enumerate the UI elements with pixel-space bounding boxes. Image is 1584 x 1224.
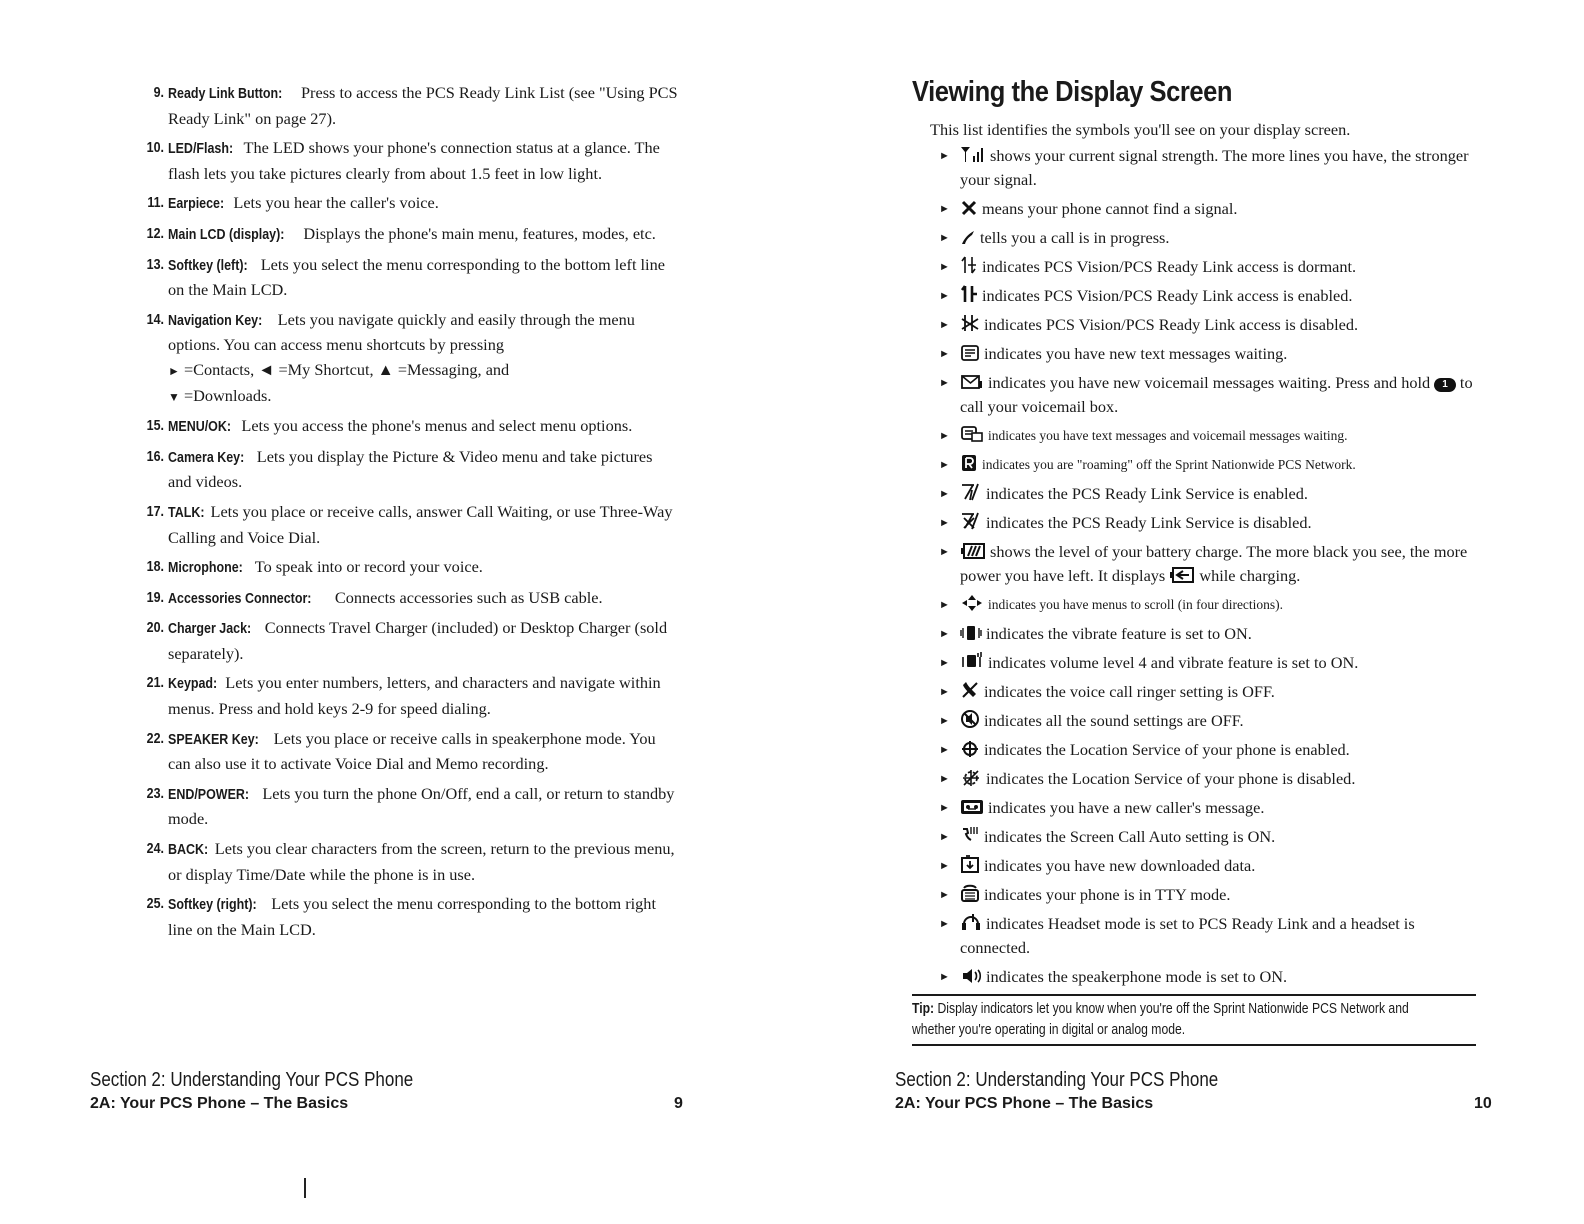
tip-text: Display indicators let you know when you're off the Sprint Nationwide PCS Network and whether you're operating in digital or analog mode. [912,1001,1409,1038]
list-item-navigation-key: 14. Navigation Key: Lets you navigate quickly and easily through the menu options. You can access menu shortcuts by pressing ► =Contacts, ◄ =My Shortcut, ▲ =Messaging, and ▼ =Downloads. [140,308,680,409]
list-item: 20. Charger Jack: Connects Travel Charger (included) or Desktop Charger (sold separately). [146,618,668,663]
list-item: ► indicates you have new voicemail messages waiting. Press and hold 1 to call your voicemail box. [939,373,1473,416]
footer-section-title: Section 2: Understanding Your PCS Phone [895,1069,1219,1091]
list-item: 16. Camera Key: Lets you display the Picture & Video menu and take pictures and videos. [146,446,653,492]
display-symbols-list [940,144,1480,994]
intro-text: This list identifies the symbols you'll see on your display screen. [930,120,1351,139]
list-item: ► indicates you have new downloaded data. [940,854,1480,878]
list-item: ► indicates the PCS Ready Link Service is disabled. [940,511,1480,535]
list-item: ► indicates you are "roaming" off the Sprint Nationwide PCS Network. [940,453,1480,477]
item-text: Press to access the PCS Ready Link List (see "Using PCS Ready Link" on page 27). [168,83,678,128]
list-item: 9. Ready Link Button: Press to access the PCS Ready Link List (see "Using PCS Ready Link" on page 27). [153,83,678,128]
footer-chapter-title: 2A: Your PCS Phone – The Basics [90,1095,349,1112]
text-and-voicemail-icon [960,425,984,443]
bullet-icon: ► [939,628,950,640]
list-item: 17. TALK: Lets you place or receive calls, answer Call Waiting, or use Three-Way Calling and Voice Dial. [146,501,673,547]
list-item: ► indicates PCS Vision/PCS Ready Link access is enabled. [940,284,1480,308]
battery-charging-icon [1169,566,1195,584]
item-label: BACK: [168,842,209,859]
item-label: END/POWER: [168,786,250,803]
voicemail-icon [960,373,984,391]
bullet-icon: ► [939,686,950,698]
list-item: 25. Softkey (right): Lets you select the menu corresponding to the bottom right line on the Main LCD. [146,894,656,939]
no-signal-icon [960,199,978,217]
item-text: Lets you enter numbers, letters, and characters and navigate within menus. Press and hold keys 2-9 for speed dialing. [168,673,661,719]
bullet-icon: ► [939,377,950,389]
page-footer [90,1068,470,1116]
list-item: ► indicates PCS Vision/PCS Ready Link access is disabled. [940,313,1480,337]
right-page [792,0,1584,1224]
scroll-directions-icon [960,594,984,612]
list-item: 13. Softkey (left): Lets you select the menu corresponding to the bottom left line on the Main LCD. [146,254,665,300]
item-text: Lets you access the phone's menus and select menu options. [241,416,633,436]
item-label: Keypad: [168,676,218,693]
bullet-icon: ► [939,657,950,669]
bullet-icon: ► [939,459,950,471]
ready-link-disabled-icon [960,511,982,531]
sound-off-icon [960,709,980,729]
list-item: 12. Main LCD (display): Displays the phone's main menu, features, modes, etc. [140,222,680,248]
item-text: To speak into or record your voice. [254,557,483,577]
bullet-icon: ► [939,517,950,529]
list-item: 24. BACK: Lets you clear characters from the screen, return to the previous menu, or display Time/Date while the phone is in use. [146,839,675,884]
right-arrow-icon: ► [168,363,180,378]
list-item: ► indicates you have new text messages waiting. [940,342,1480,366]
screen-call-icon [960,825,980,845]
item-label: Accessories Connector: [168,590,312,607]
page-footer [895,1068,1275,1116]
item-text: Lets you select the menu corresponding to the bottom left line on the Main LCD. [168,254,665,300]
bullet-icon: ► [939,348,950,360]
bullet-icon: ► [939,744,950,756]
item-label: Main LCD (display): [168,226,285,243]
tip-label: Tip: [912,1001,935,1017]
nav-shortcuts-line-1: ► =Contacts, ◄ =My Shortcut, ▲ =Messaging, and [168,359,510,379]
bullet-icon: ► [939,319,950,331]
list-item: ► indicates Headset mode is set to PCS Ready Link and a headset is connected. [939,914,1415,957]
list-item: 11. Earpiece: Lets you hear the caller's voice. [140,191,680,217]
bullet-icon: ► [939,918,950,930]
list-item: 21. Keypad: Lets you enter numbers, letters, and characters and navigate within menus. Press and hold keys 2-9 for speed dialing. [146,673,661,719]
list-item: ► indicates PCS Vision/PCS Ready Link access is dormant. [940,255,1480,279]
volume-vibrate-icon [960,651,984,671]
ringer-off-icon [960,680,980,700]
bullet-icon: ► [939,773,950,785]
bullet-icon: ► [939,150,950,162]
vibrate-icon [960,624,982,642]
list-item: 15. MENU/OK: Lets you access the phone's menus and select menu options. [140,414,680,440]
download-icon [960,854,980,874]
signal-strength-icon [960,144,986,164]
list-item: 23. END/POWER: Lets you turn the phone On/Off, end a call, or return to standby mode. [146,783,675,829]
item-text: Lets you place or receive calls, answer Call Waiting, or use Three-Way Calling and Voice Dial. [168,501,673,547]
item-label: MENU/OK: [168,419,232,436]
bullet-icon: ► [939,715,950,727]
item-text: Lets you turn the phone On/Off, end a call, or return to standby mode. [168,783,675,829]
list-item: ► indicates you have a new caller's message. [940,796,1480,820]
list-item: ► shows your current signal strength. The more lines you have, the stronger your signal. [939,146,1469,189]
battery-icon [960,542,986,560]
item-label: Ready Link Button: [168,86,283,102]
phone-parts-list [140,81,680,947]
headset-icon [960,912,982,932]
nav-shortcuts-line-2: ▼ =Downloads. [168,385,272,405]
bullet-icon: ► [939,889,950,901]
location-on-icon [960,740,980,758]
item-label: Charger Jack: [168,621,252,638]
list-item: ► indicates the Location Service of your phone is enabled. [940,738,1480,762]
item-label: LED/Flash: [168,141,234,158]
list-item: ► indicates your phone is in TTY mode. [940,883,1480,907]
bullet-icon: ► [939,831,950,843]
item-text: Displays the phone's main menu, features, modes, etc. [303,223,656,243]
list-item: 10. LED/Flash: The LED shows your phone's connection status at a glance. The flash lets you take pictures clearly from about 1.5 feet in low light. [146,138,660,183]
item-label: Microphone: [168,560,243,577]
data-enabled-icon [960,284,978,304]
item-label: Earpiece: [168,196,225,213]
bullet-icon: ► [939,430,950,442]
item-text: Lets you navigate quickly and easily through the menu options. You can access menu shortcuts by pressing [168,309,635,355]
speakerphone-icon [960,967,982,985]
call-in-progress-icon [960,228,976,246]
list-item: ► shows the level of your battery charge. The more black you see, the more power you have left. It displays while charging. [939,542,1468,585]
item-label: SPEAKER Key: [168,731,259,748]
list-item: ► indicates you have text messages and voicemail messages waiting. [940,424,1480,448]
ready-link-enabled-icon [960,482,982,502]
list-item: ► indicates volume level 4 and vibrate feature is set to ON. [940,651,1480,675]
list-item: 18. Microphone: To speak into or record your voice. [140,555,680,581]
tty-icon [960,883,980,903]
page-title: Viewing the Display Screen [912,76,1232,108]
item-text: Lets you display the Picture & Video menu and take pictures and videos. [168,446,653,492]
bullet-icon: ► [939,971,950,983]
item-label: Softkey (right): [168,897,257,914]
item-label: Softkey (left): [168,257,248,274]
list-item: ► indicates all the sound settings are OFF. [940,709,1480,733]
scan-mark [304,1178,306,1198]
item-text: Lets you place or receive calls in speakerphone mode. You can also use it to activate Voice Dial and Memo recording. [168,728,656,774]
item-text: Connects Travel Charger (included) or Desktop Charger (sold separately). [168,618,668,663]
item-text: Lets you select the menu corresponding to the bottom right line on the Main LCD. [168,894,656,939]
list-item: ► tells you a call is in progress. [940,226,1480,250]
bullet-icon: ► [939,290,950,302]
footer-section-title: Section 2: Understanding Your PCS Phone [90,1069,414,1091]
caller-message-icon [960,798,984,816]
item-label: Camera Key: [168,449,245,466]
data-disabled-icon [960,313,980,333]
item-label: Navigation Key: [168,312,263,329]
item-text: The LED shows your phone's connection status at a glance. The flash lets you take pictures clearly from about 1.5 feet in low light. [168,138,660,183]
footer-chapter-title: 2A: Your PCS Phone – The Basics [895,1095,1154,1112]
list-item: 22. SPEAKER Key: Lets you place or receive calls in speakerphone mode. You can also use it to activate Voice Dial and Memo recording. [146,728,656,774]
list-item: 19. Accessories Connector: Connects accessories such as USB cable. [140,586,680,612]
list-item: ► indicates the vibrate feature is set to ON. [940,622,1480,646]
bullet-icon: ► [939,599,950,611]
voicemail-key-button: 1 [1434,378,1456,392]
bullet-icon: ► [939,860,950,872]
bullet-icon: ► [939,203,950,215]
bullet-icon: ► [939,232,950,244]
data-dormant-icon [960,255,978,275]
page-number: 9 [674,1095,683,1112]
bullet-icon: ► [939,488,950,500]
location-off-icon [960,769,982,787]
bullet-icon: ► [939,546,950,558]
bullet-icon: ► [939,261,950,273]
list-item: ► indicates the PCS Ready Link Service is enabled. [940,482,1480,506]
page-number: 10 [1474,1095,1492,1112]
item-text: Lets you hear the caller's voice. [233,193,439,213]
down-arrow-icon: ▼ [168,389,180,404]
list-item: ► means your phone cannot find a signal. [940,197,1480,221]
roaming-icon [960,454,978,472]
list-item: ► indicates the Screen Call Auto setting is ON. [940,825,1480,849]
list-item: ► indicates the voice call ringer setting is OFF. [940,680,1480,704]
item-text: Connects accessories such as USB cable. [334,587,603,607]
list-item: ► indicates the speakerphone mode is set to ON. [940,965,1480,989]
item-text: Lets you clear characters from the screen, return to the previous menu, or display Time/Date while the phone is in use. [168,839,675,884]
item-label: TALK: [168,504,205,521]
tip-box [912,994,1476,1046]
bullet-icon: ► [939,802,950,814]
text-message-icon [960,344,980,362]
list-item: ► indicates you have menus to scroll (in four directions). [940,593,1480,617]
list-item: ► indicates the Location Service of your phone is disabled. [940,767,1480,791]
